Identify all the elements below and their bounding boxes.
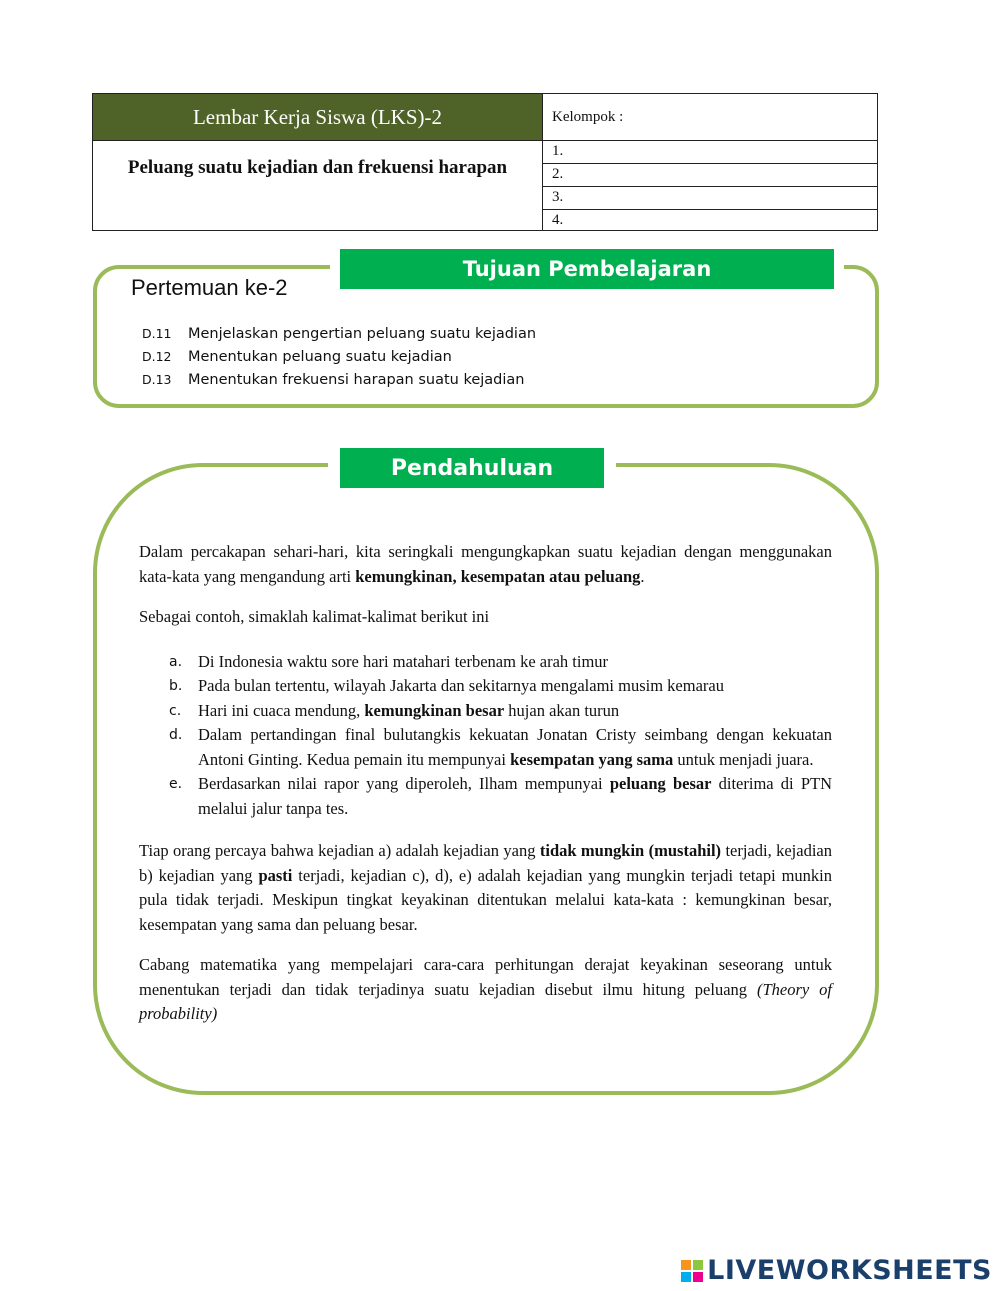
list-label: e.	[169, 776, 183, 792]
list-text	[198, 772, 832, 821]
list-label: a.	[169, 653, 183, 670]
list-text	[198, 650, 832, 675]
introduction-content	[139, 540, 832, 1043]
bold-text: peluang besar	[609, 774, 712, 793]
list-label: c.	[169, 702, 182, 719]
text: Berdasarkan nilai rapor yang diperoleh, Ilham mempunyai	[198, 774, 610, 793]
text: Tiap orang percaya bahwa kejadian a) adalah kejadian yang	[139, 841, 540, 860]
text: terjadi, kejadian b) kejadian yang	[139, 841, 832, 885]
liveworksheets-logo[interactable]	[681, 1255, 992, 1286]
member-row-4: 4.	[543, 209, 877, 232]
member-row-3: 3.	[543, 186, 877, 209]
objective-text: Menentukan peluang suatu kejadian	[188, 348, 452, 365]
introduction-banner: Pendahuluan	[340, 448, 604, 488]
text: Dalam percakapan sehari-hari, kita seringkali mengungkapkan suatu kejadian dengan menggunakan kata-kata yang mengandung arti	[139, 542, 832, 586]
objectives-list	[142, 322, 536, 391]
text: Cabang matematika yang mempelajari cara-cara perhitungan derajat keyakinan seseorang untuk menentukan terjadi dan tidak terjadinya suatu kejadian disebut ilmu hitung peluang	[139, 955, 832, 999]
list-text	[198, 723, 832, 772]
logo-text: LIVEWORKSHEETS	[707, 1255, 992, 1286]
objective-item	[142, 368, 536, 391]
text: diterima di PTN melalui jalur tanpa tes.	[198, 774, 833, 818]
member-row-2: 2.	[543, 163, 877, 186]
objective-text: Menjelaskan pengertian peluang suatu kejadian	[188, 325, 537, 342]
list-item	[139, 650, 832, 675]
objective-code: D.11	[142, 326, 172, 341]
objective-item	[142, 322, 536, 345]
objective-text: Menentukan frekuensi harapan suatu kejadian	[188, 371, 525, 388]
text: .	[640, 566, 645, 586]
intro-paragraph-4	[139, 953, 832, 1027]
worksheet-title: Lembar Kerja Siswa (LKS)-2	[93, 94, 543, 140]
intro-paragraph-3	[139, 839, 832, 937]
bold-text: kesempatan yang sama	[510, 749, 674, 769]
list-label: b.	[169, 678, 183, 694]
text: Di Indonesia waktu sore hari matahari terbenam ke arah timur	[198, 651, 609, 671]
example-list	[139, 650, 832, 822]
logo-blocks-icon	[681, 1260, 703, 1282]
text: Hari ini cuaca mendung,	[198, 700, 365, 720]
text: terjadi, kejadian c), d), e) adalah kejadian yang mungkin terjadi tetapi munkin pula tidak terjadi. Meskipun tingkat keyakinan ditentukan melalui kata-kata : kemungkinan besar, kesempatan yang sama dan peluang besar.	[139, 865, 833, 934]
objectives-banner: Tujuan Pembelajaran	[340, 249, 834, 289]
bold-text: kemungkinan besar	[364, 700, 505, 720]
meeting-label: Pertemuan ke-2	[131, 275, 288, 300]
text: untuk menjadi juara.	[673, 749, 814, 769]
list-item	[139, 723, 832, 772]
list-label: d.	[169, 727, 183, 743]
objective-code: D.12	[142, 349, 172, 364]
intro-paragraph-1	[139, 540, 832, 589]
bold-text: tidak mungkin (mustahil)	[539, 841, 722, 860]
list-text	[198, 699, 832, 724]
bold-text: pasti	[258, 865, 293, 885]
list-text	[198, 674, 832, 699]
text: Dalam pertandingan final bulutangkis kekuatan Jonatan Cristy seimbang dengan kekuatan Antoni Ginting. Kedua pemain itu mempunyai	[198, 725, 832, 769]
text: hujan akan turun	[504, 700, 620, 720]
text: Pada bulan tertentu, wilayah Jakarta dan sekitarnya mengalami musim kemarau	[198, 676, 724, 695]
bold-text: kemungkinan, kesempatan atau peluang	[355, 566, 641, 586]
group-label: Kelompok :	[552, 108, 624, 125]
list-item	[139, 699, 832, 724]
list-item	[139, 674, 832, 699]
objective-item	[142, 345, 536, 368]
objective-code: D.13	[142, 372, 172, 387]
member-row-1: 1.	[543, 140, 877, 163]
intro-paragraph-2: Sebagai contoh, simaklah kalimat-kalimat berikut ini	[139, 607, 490, 626]
list-item	[139, 772, 832, 821]
italic-text: (Theory of probability)	[139, 979, 833, 1023]
header-table	[92, 93, 878, 231]
worksheet-subtitle: Peluang suatu kejadian dan frekuensi harapan	[93, 140, 543, 231]
